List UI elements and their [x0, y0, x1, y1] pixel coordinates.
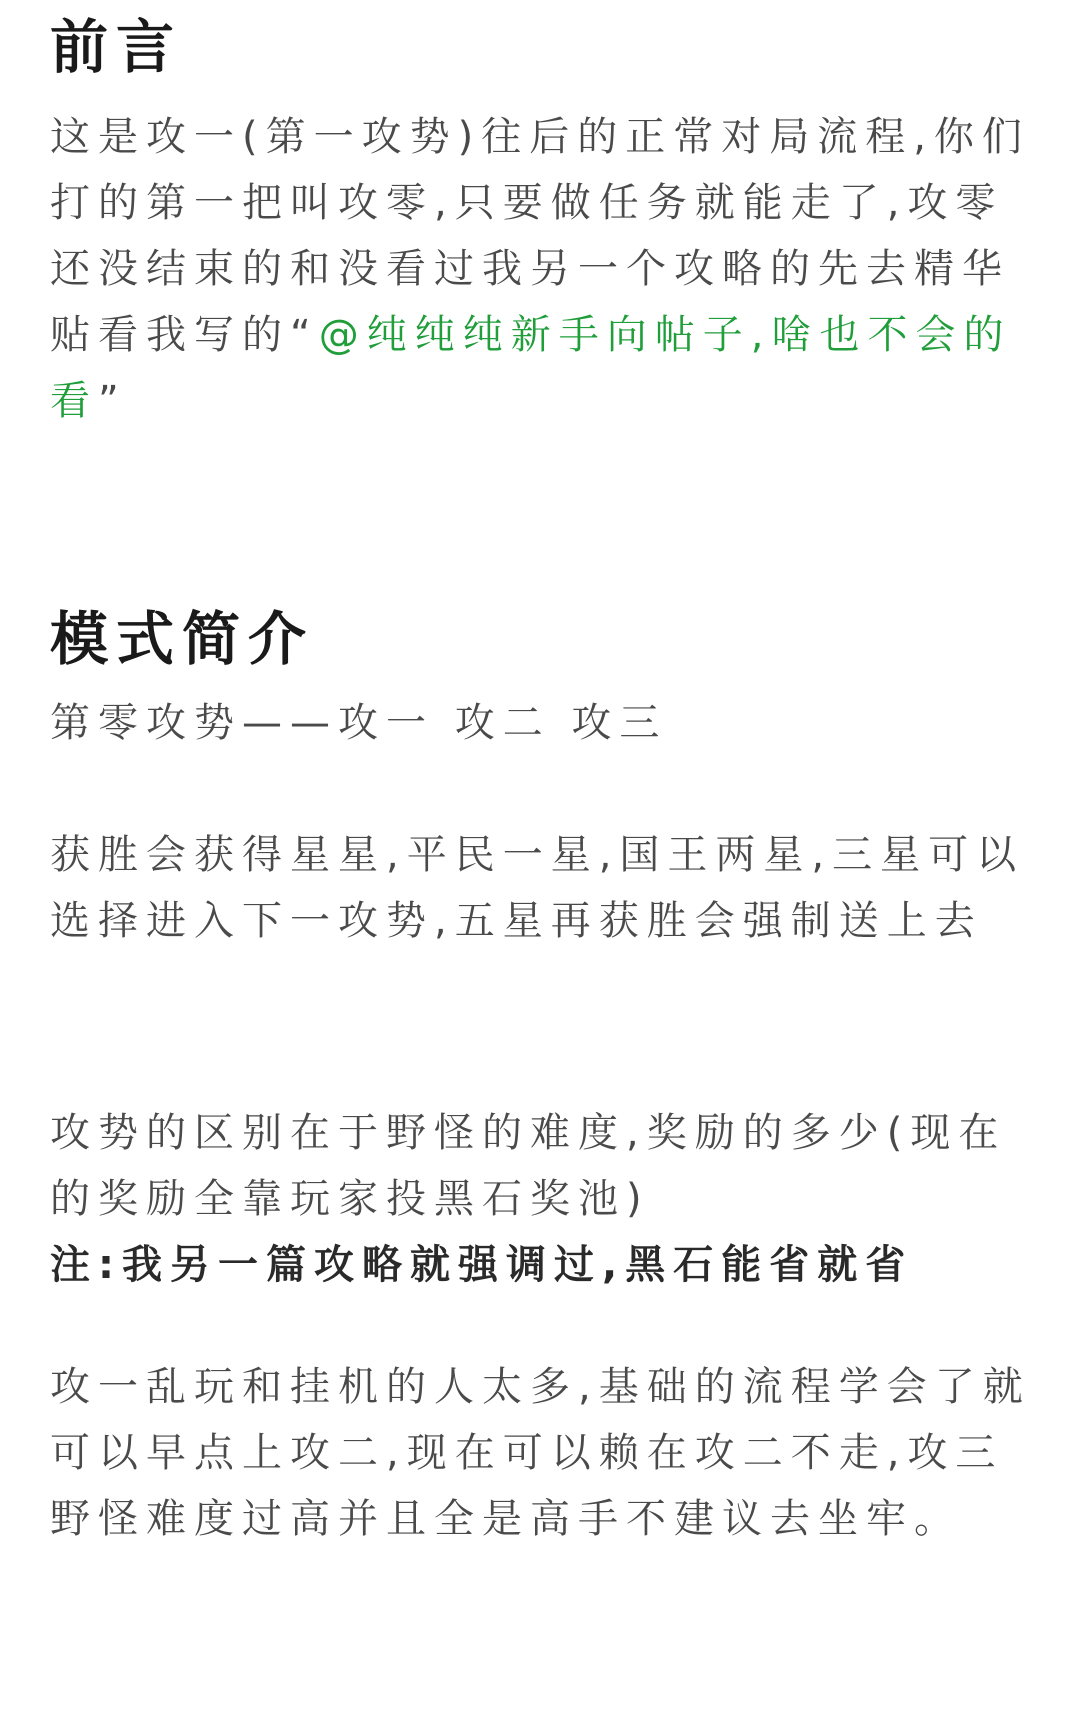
difficulty-paragraph: 攻势的区别在于野怪的难度,奖励的多少(现在的奖励全靠玩家投黑石奖池)	[50, 1110, 1007, 1222]
advice-paragraph: 攻一乱玩和挂机的人太多,基础的流程学会了就可以早点上攻二,现在可以赖在攻二不走,攻三野怪难度过高并且全是高手不建议去坐牢。	[50, 1364, 1031, 1542]
preface-text: 这是攻一(第一攻势)往后的正常对局流程,你们打的第一把叫攻零,只要做任务就能走了,攻零还没结束的和没看过我另一个攻略的先去精华贴看我写的“	[50, 114, 1030, 358]
beginner-post-link[interactable]: @纯纯纯新手向帖子,啥也不会的看	[50, 312, 1012, 424]
note-line: 注:我另一篇攻略就强调过,黑石能省就省	[50, 1242, 914, 1288]
preface-heading: 前言	[50, 13, 183, 81]
victory-paragraph: 获胜会获得星星,平民一星,国王两星,三星可以选择进入下一攻势,五星再获胜会强制送上去	[50, 832, 1025, 944]
mode-intro-heading: 模式简介	[50, 605, 315, 673]
preface-paragraph	[50, 104, 1040, 434]
preface-closing-quote: ”	[98, 378, 127, 424]
stages-line: 第零攻势——攻一 攻二 攻三	[50, 700, 668, 746]
